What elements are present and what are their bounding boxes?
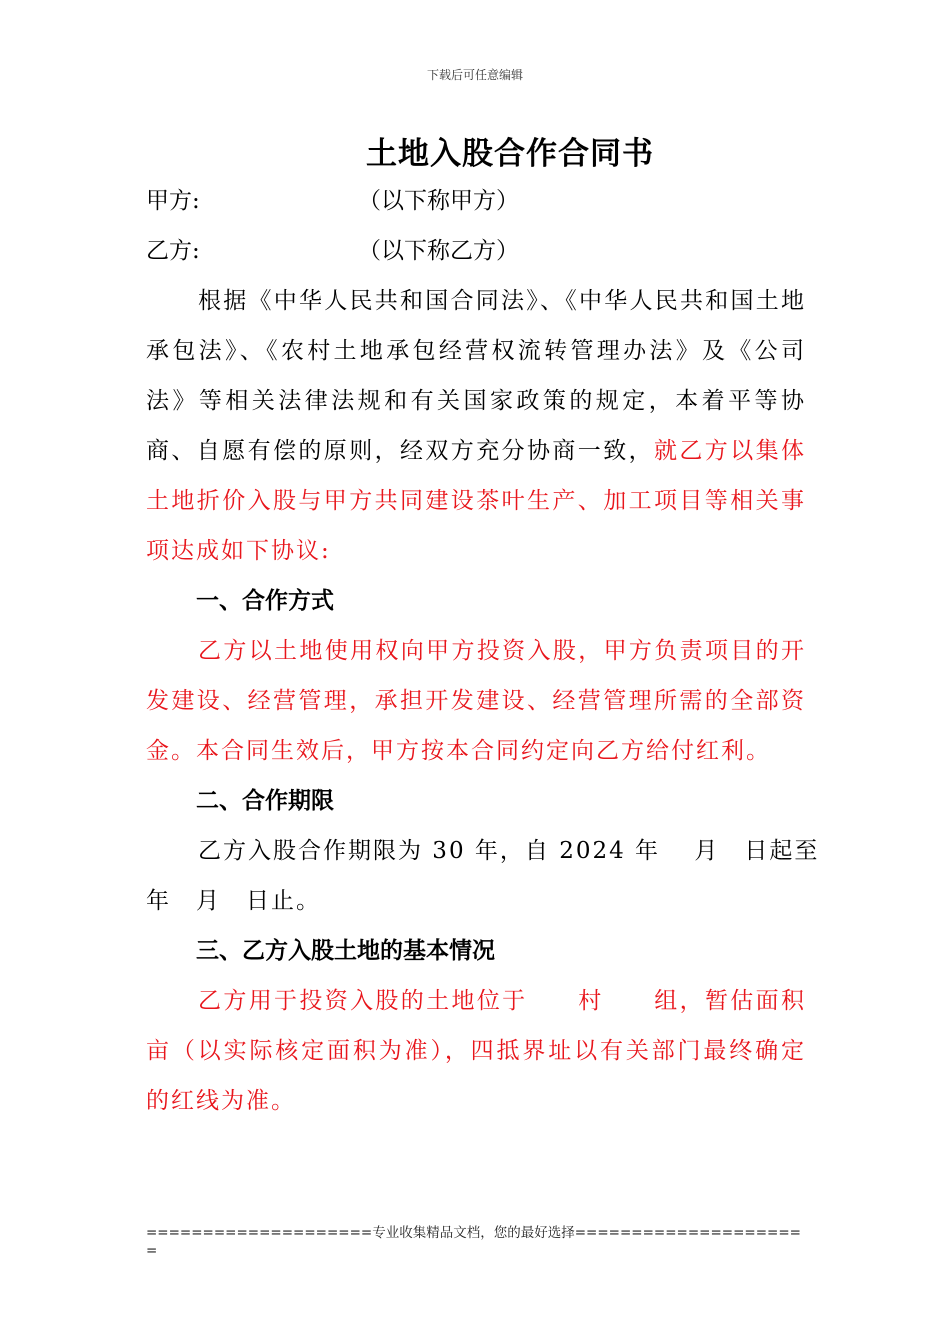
party-a-note: （以下称甲方）: [358, 188, 519, 214]
document-body: [146, 176, 820, 1126]
footer-note: ====================专业收集精品文档，您的最好选择=====================: [146, 1225, 801, 1259]
party-b-label: 乙方:: [146, 238, 200, 264]
section-3-text: 乙方用于投资入股的土地位于 村 组，暂估面积亩（以实际核定面积为准），四抵界址以有关部门最终确定的红线为准。: [146, 988, 806, 1114]
party-a-line: [146, 176, 806, 226]
party-b-line: [146, 226, 806, 276]
header-note: 下载后可任意编辑: [426, 68, 523, 82]
intro-highlight: 就乙方以集体土地折价入股与甲方共同建设茶叶生产、加工项目等相关事项达成如下协议:: [146, 438, 807, 564]
section-2-line-2: 年 月 日止。: [146, 888, 321, 914]
section-3-heading: 三、乙方入股土地的基本情况: [196, 938, 495, 964]
document-title: 土地入股合作合同书: [366, 136, 654, 172]
party-b-note: （以下称乙方）: [358, 238, 519, 264]
section-2-line-1: 乙方入股合作期限为 30 年，自 2024 年 月 日起至: [198, 838, 820, 864]
intro-paragraph: [146, 276, 806, 576]
party-a-label: 甲方:: [146, 188, 200, 214]
section-2-heading: 二、合作期限: [196, 788, 334, 814]
section-1-heading: 一、合作方式: [196, 588, 334, 614]
section-1-text: 乙方以土地使用权向甲方投资入股，甲方负责项目的开发建设、经营管理，承担开发建设、经营管理所需的全部资金。本合同生效后，甲方按本合同约定向乙方给付红利。: [146, 638, 806, 764]
intro-text: 根据《中华人民共和国合同法》、《中华人民共和国土地承包法》、《农村土地承包经营权流转管理办法》及《公司法》等相关法律法规和有关国家政策的规定，本着平等协商、自愿有偿的原则，经双方充分协商一致，: [146, 288, 806, 464]
